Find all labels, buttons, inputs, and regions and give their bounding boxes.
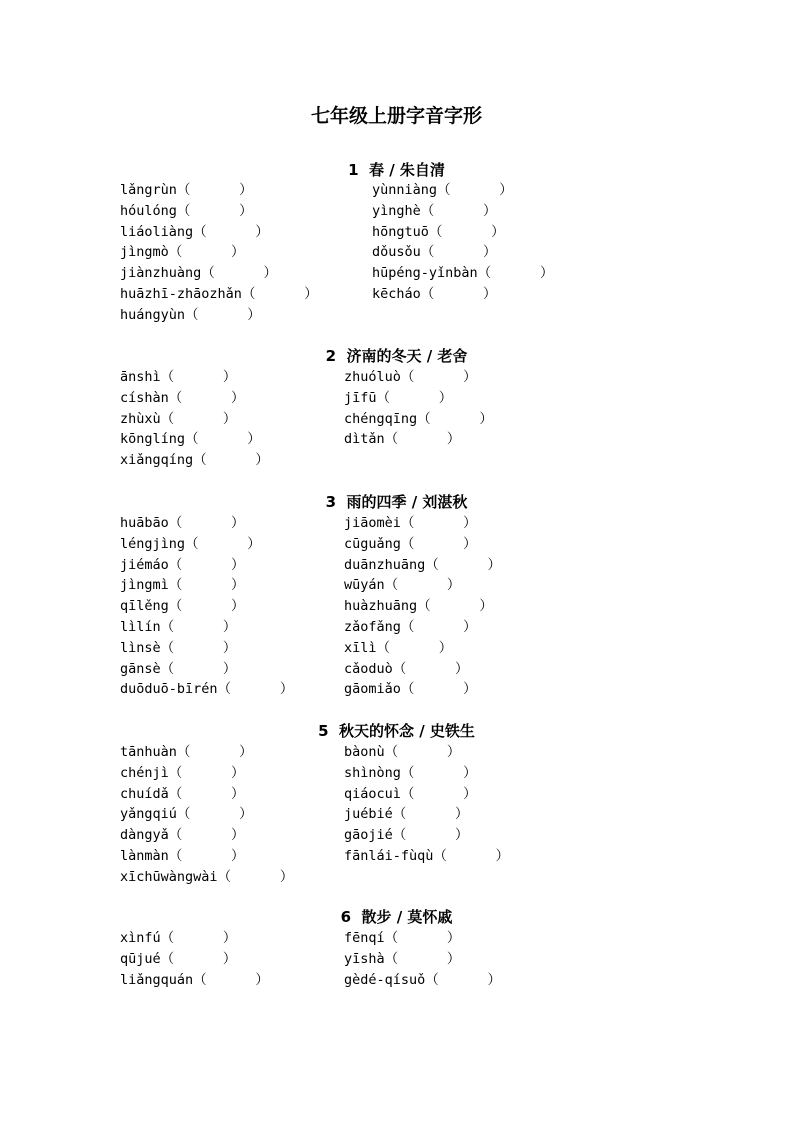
pinyin-entry-right	[344, 928, 460, 948]
pinyin-entry-right	[344, 949, 460, 969]
answer-blank: （ ）	[168, 598, 245, 615]
answer-blank: （ ）	[400, 681, 477, 698]
pinyin-word: shìnòng	[344, 764, 401, 781]
answer-blank: （ ）	[168, 389, 245, 406]
pinyin-entry-left	[120, 575, 245, 595]
pinyin-entry-left	[120, 201, 253, 221]
answer-blank: （ ）	[160, 619, 237, 635]
pinyin-entry-left	[120, 742, 253, 762]
answer-blank: （ ）	[168, 764, 245, 781]
answer-blank: （ ）	[185, 535, 261, 552]
pinyin-word: yǎngqiú	[120, 806, 177, 823]
answer-blank: （ ）	[384, 744, 461, 760]
answer-blank: （ ）	[400, 764, 477, 781]
pinyin-word: zǎofǎng	[344, 619, 401, 635]
answer-blank: （ ）	[168, 785, 245, 802]
pinyin-entry-right	[344, 970, 501, 990]
answer-blank: （ ）	[168, 556, 245, 573]
pinyin-entry-right	[344, 388, 452, 408]
answer-blank: （ ）	[392, 806, 469, 823]
pinyin-entry-left	[120, 867, 293, 887]
pinyin-entry-right	[344, 804, 469, 824]
pinyin-entry-right	[344, 513, 477, 533]
answer-blank: （ ）	[176, 202, 253, 219]
pinyin-entry-left	[120, 305, 261, 325]
answer-blank: （ ）	[217, 868, 294, 885]
pinyin-word: lìlín	[120, 619, 161, 635]
pinyin-entry-right	[372, 242, 497, 262]
pinyin-word: gānsè	[120, 660, 161, 677]
pinyin-entry-right	[344, 763, 477, 783]
pinyin-entry-left	[120, 638, 236, 658]
answer-blank: （ ）	[384, 950, 461, 967]
pinyin-word: jìngmò	[120, 244, 169, 261]
pinyin-word: císhàn	[120, 389, 169, 406]
answer-blank: （ ）	[168, 515, 245, 531]
section-heading: 6 散步 / 莫怀戚	[340, 908, 453, 926]
pinyin-word: gāojié	[344, 827, 393, 844]
pinyin-word: yìnghè	[372, 202, 421, 219]
pinyin-entry-left	[120, 284, 318, 304]
answer-blank: （ ）	[425, 556, 502, 573]
answer-blank: （ ）	[417, 598, 493, 615]
answer-blank: （ ）	[201, 265, 278, 282]
pinyin-word: hūpéng-yǐnbàn	[372, 265, 478, 282]
pinyin-word: xīchūwàngwài	[120, 868, 218, 885]
pinyin-word: yùnniàng	[372, 182, 438, 198]
pinyin-entry-left	[120, 970, 269, 990]
pinyin-entry-right	[344, 742, 460, 762]
section-heading: 1 春 / 朱自清	[348, 161, 445, 179]
answer-blank: （ ）	[437, 182, 513, 198]
answer-blank: （ ）	[384, 930, 461, 946]
pinyin-word: hōngtuō	[372, 223, 429, 240]
answer-blank: （ ）	[160, 369, 237, 385]
pinyin-word: ānshì	[120, 369, 161, 385]
pinyin-word: qūjué	[120, 950, 161, 967]
pinyin-word: jiémáo	[120, 556, 169, 573]
pinyin-entry-left	[120, 180, 253, 200]
pinyin-entry-left	[120, 409, 236, 429]
pinyin-word: liáoliàng	[120, 223, 194, 240]
pinyin-entry-left	[120, 555, 245, 575]
section-heading: 2 济南的冬天 / 老舍	[325, 347, 468, 365]
pinyin-word: qiáocuì	[344, 785, 401, 802]
pinyin-entry-left	[120, 784, 245, 804]
pinyin-entry-right	[344, 617, 477, 637]
page-title: 七年级上册字音字形	[310, 105, 482, 127]
answer-blank: （ ）	[185, 306, 261, 323]
pinyin-word: gāomiǎo	[344, 681, 401, 698]
pinyin-word: léngjìng	[120, 535, 186, 552]
pinyin-word: juébié	[344, 806, 393, 823]
pinyin-word: cūguǎng	[344, 535, 401, 552]
answer-blank: （ ）	[168, 244, 245, 261]
pinyin-entry-right	[344, 555, 501, 575]
pinyin-entry-right	[344, 784, 477, 804]
pinyin-entry-left	[120, 429, 261, 449]
section-heading: 3 雨的四季 / 刘湛秋	[325, 493, 468, 511]
answer-blank: （ ）	[193, 223, 269, 240]
pinyin-entry-right	[344, 638, 452, 658]
pinyin-entry-left	[120, 450, 269, 470]
pinyin-word: fānlái-fùqù	[344, 848, 434, 864]
pinyin-word: fēnqí	[344, 930, 385, 946]
answer-blank: （ ）	[176, 744, 253, 760]
pinyin-entry-right	[372, 180, 513, 200]
pinyin-entry-right	[372, 201, 497, 221]
pinyin-word: zhùxù	[120, 410, 161, 427]
answer-blank: （ ）	[241, 286, 318, 302]
answer-blank: （ ）	[417, 410, 493, 427]
pinyin-word: hóulóng	[120, 202, 177, 219]
answer-blank: （ ）	[392, 827, 469, 844]
pinyin-entry-right	[372, 263, 553, 283]
pinyin-word: huābāo	[120, 515, 169, 531]
pinyin-word: liǎngquán	[120, 971, 194, 988]
pinyin-word: jīfū	[344, 389, 377, 406]
pinyin-entry-right	[344, 534, 477, 554]
answer-blank: （ ）	[400, 369, 477, 385]
pinyin-word: kēcháo	[372, 286, 421, 302]
answer-blank: （ ）	[420, 244, 497, 261]
pinyin-word: duānzhuāng	[344, 556, 426, 573]
pinyin-entry-left	[120, 596, 245, 616]
answer-blank: （ ）	[384, 577, 461, 594]
pinyin-entry-left	[120, 846, 245, 866]
answer-blank: （ ）	[217, 681, 294, 698]
pinyin-entry-left	[120, 513, 245, 533]
answer-blank: （ ）	[160, 660, 237, 677]
pinyin-entry-left	[120, 263, 277, 283]
pinyin-entry-right	[344, 659, 469, 679]
pinyin-word: tānhuàn	[120, 744, 177, 760]
pinyin-word: yīshà	[344, 950, 385, 967]
answer-blank: （ ）	[376, 639, 453, 656]
pinyin-word: chénjì	[120, 764, 169, 781]
answer-blank: （ ）	[168, 577, 245, 594]
answer-blank: （ ）	[400, 785, 477, 802]
pinyin-entry-left	[120, 388, 245, 408]
pinyin-word: bàonù	[344, 744, 385, 760]
pinyin-entry-right	[344, 596, 493, 616]
answer-blank: （ ）	[168, 827, 245, 844]
answer-blank: （ ）	[376, 389, 453, 406]
answer-blank: （ ）	[193, 452, 269, 469]
pinyin-word: gèdé-qísuǒ	[344, 971, 426, 988]
answer-blank: （ ）	[400, 515, 477, 531]
pinyin-entry-right	[344, 575, 460, 595]
answer-blank: （ ）	[160, 930, 237, 946]
pinyin-word: huāzhī-zhāozhǎn	[120, 286, 242, 302]
pinyin-word: dìtǎn	[344, 431, 385, 448]
answer-blank: （ ）	[392, 660, 469, 677]
answer-blank: （ ）	[428, 223, 505, 240]
pinyin-entry-right	[344, 429, 460, 449]
pinyin-entry-right	[344, 367, 477, 387]
pinyin-entry-right	[372, 284, 497, 304]
pinyin-word: cǎoduò	[344, 660, 393, 677]
pinyin-word: dǒusǒu	[372, 244, 421, 261]
pinyin-word: kōnglíng	[120, 431, 186, 448]
pinyin-word: zhuóluò	[344, 369, 401, 385]
answer-blank: （ ）	[193, 971, 269, 988]
pinyin-entry-left	[120, 804, 253, 824]
pinyin-entry-left	[120, 222, 269, 242]
pinyin-word: jiāomèi	[344, 515, 401, 531]
pinyin-word: lànmàn	[120, 848, 169, 864]
answer-blank: （ ）	[420, 286, 497, 302]
pinyin-word: jiànzhuàng	[120, 265, 202, 282]
answer-blank: （ ）	[425, 971, 502, 988]
answer-blank: （ ）	[477, 265, 554, 282]
pinyin-entry-left	[120, 659, 236, 679]
answer-blank: （ ）	[168, 848, 245, 864]
pinyin-word: wūyán	[344, 577, 385, 594]
pinyin-word: jìngmì	[120, 577, 169, 594]
pinyin-word: chuídǎ	[120, 785, 169, 802]
answer-blank: （ ）	[400, 535, 477, 552]
section-heading: 5 秋天的怀念 / 史铁生	[318, 722, 475, 740]
pinyin-word: duōduō-bīrén	[120, 681, 218, 698]
answer-blank: （ ）	[420, 202, 497, 219]
pinyin-entry-left	[120, 928, 236, 948]
pinyin-word: huàzhuāng	[344, 598, 418, 615]
answer-blank: （ ）	[176, 182, 253, 198]
answer-blank: （ ）	[160, 639, 237, 656]
answer-blank: （ ）	[433, 848, 510, 864]
pinyin-word: xīlì	[344, 639, 377, 656]
pinyin-word: dàngyǎ	[120, 827, 169, 844]
pinyin-entry-right	[344, 846, 509, 866]
pinyin-entry-left	[120, 679, 293, 699]
pinyin-entry-left	[120, 617, 236, 637]
answer-blank: （ ）	[400, 619, 477, 635]
pinyin-word: xìnfú	[120, 930, 161, 946]
pinyin-entry-right	[344, 825, 469, 845]
pinyin-entry-right	[344, 409, 493, 429]
answer-blank: （ ）	[176, 806, 253, 823]
answer-blank: （ ）	[160, 950, 237, 967]
pinyin-entry-left	[120, 242, 245, 262]
pinyin-word: qīlěng	[120, 598, 169, 615]
answer-blank: （ ）	[185, 431, 261, 448]
pinyin-entry-left	[120, 367, 236, 387]
pinyin-entry-left	[120, 949, 236, 969]
pinyin-word: xiǎngqíng	[120, 452, 194, 469]
pinyin-word: chéngqīng	[344, 410, 418, 427]
pinyin-entry-right	[372, 222, 505, 242]
pinyin-word: lǎngrùn	[120, 182, 177, 198]
pinyin-entry-left	[120, 763, 245, 783]
pinyin-word: huángyùn	[120, 306, 186, 323]
pinyin-entry-right	[344, 679, 477, 699]
pinyin-word: lìnsè	[120, 639, 161, 656]
pinyin-entry-left	[120, 534, 261, 554]
answer-blank: （ ）	[384, 431, 461, 448]
pinyin-entry-left	[120, 825, 245, 845]
answer-blank: （ ）	[160, 410, 237, 427]
